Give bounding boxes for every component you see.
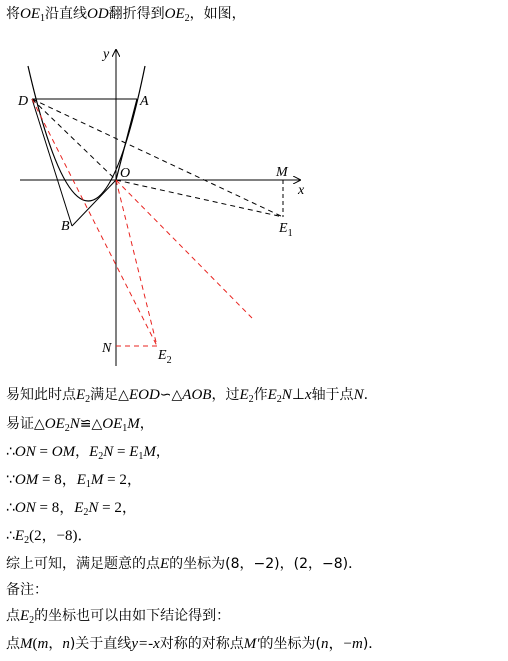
math: OD	[87, 6, 109, 22]
text: = 8，	[38, 472, 77, 488]
subscript: 2	[83, 507, 89, 518]
math: y=-x	[131, 636, 160, 652]
math: M	[90, 472, 104, 488]
text: )．	[362, 636, 383, 652]
subscript: 2	[98, 451, 104, 462]
math: OE	[44, 416, 65, 432]
math: m	[351, 636, 363, 652]
label-E2-main: E	[158, 348, 167, 363]
text: 沿直线	[45, 6, 87, 22]
subscript: 1	[85, 479, 91, 490]
math: E	[14, 528, 25, 544]
label-E1-main: E	[279, 221, 288, 236]
subscript: 2	[29, 615, 35, 626]
text: ⊥	[291, 387, 305, 403]
math: M	[143, 444, 156, 460]
text: (	[32, 636, 38, 652]
text: ∴	[6, 500, 15, 516]
text: 易证△	[6, 416, 45, 432]
segment-DE1	[32, 99, 283, 217]
math: EOD	[128, 387, 160, 403]
subscript: 1	[138, 451, 144, 462]
text: .	[363, 387, 369, 403]
text: ∴	[6, 444, 15, 460]
solution-line-7	[6, 554, 362, 574]
text: 备注：	[6, 582, 48, 598]
math: E	[129, 444, 139, 460]
subscript: 2	[24, 535, 30, 546]
note-heading	[6, 580, 48, 600]
text: = 2，	[98, 500, 137, 516]
text: = 8，	[35, 500, 75, 516]
geometry-figure	[0, 36, 320, 376]
text: )关于直线	[69, 636, 132, 652]
math: OE	[20, 6, 40, 22]
segment-OB	[72, 180, 116, 226]
text: ，	[48, 636, 63, 652]
math: E	[160, 556, 170, 572]
text: ，	[139, 416, 154, 432]
label-E2-sub: 2	[166, 355, 172, 366]
math: OM	[51, 444, 76, 460]
text: =	[35, 444, 52, 460]
label-M: M	[276, 165, 288, 180]
math: N	[281, 387, 292, 403]
math: N	[353, 387, 364, 403]
label-O: O	[120, 166, 131, 181]
math: m	[37, 636, 49, 652]
math: ON	[14, 444, 36, 460]
math: E	[267, 387, 277, 403]
solution-line-5	[6, 498, 137, 523]
label-y: y	[103, 47, 110, 62]
text: ∽△	[159, 387, 183, 403]
solution-line-6	[6, 526, 93, 551]
segment-OE2	[116, 180, 157, 346]
text: =	[113, 444, 130, 460]
text: 满足△	[90, 387, 129, 403]
math: ON	[14, 500, 36, 516]
label-E2	[157, 348, 172, 366]
subscript: 2	[276, 394, 282, 405]
math: OM	[14, 472, 39, 488]
math: E	[20, 608, 30, 624]
text: ，如图，	[189, 6, 246, 22]
text: ∵	[6, 472, 15, 488]
subscript: 2	[64, 423, 70, 434]
text: 轴于点	[311, 387, 354, 403]
label-E1-sub: 1	[287, 228, 293, 239]
solution-line-2	[6, 414, 154, 439]
label-N: N	[102, 341, 112, 356]
label-B: B	[61, 219, 70, 234]
subscript: 1	[40, 13, 45, 24]
text: 易知此时点	[6, 387, 76, 403]
subscript: 2	[248, 394, 254, 405]
math: N	[103, 444, 114, 460]
red-dashed-ray	[116, 180, 252, 318]
solution-line-4	[6, 470, 142, 495]
label-A: A	[140, 94, 149, 109]
math: OE	[164, 6, 185, 22]
math: E	[76, 472, 86, 488]
text: 的坐标为(	[259, 636, 321, 652]
math: OE	[102, 416, 123, 432]
text: 的坐标也可以由如下结论得到：	[34, 608, 231, 624]
label-E1	[278, 221, 293, 239]
text: 将	[6, 6, 20, 22]
math: M′	[243, 636, 260, 652]
note-line-1	[6, 606, 230, 631]
text: 作	[253, 387, 268, 403]
math: n	[321, 636, 329, 652]
math: M	[20, 636, 33, 652]
text: ≌△	[79, 416, 103, 432]
math: N	[88, 500, 99, 516]
math: E	[74, 500, 84, 516]
text: 翻折得到	[108, 6, 165, 22]
math: x	[304, 387, 312, 403]
label-D: D	[18, 94, 29, 109]
text: 点	[6, 636, 20, 652]
text: ，	[155, 444, 170, 460]
note-line-2	[6, 634, 382, 654]
subscript: 2	[85, 394, 91, 405]
text: 的坐标为(8，−2)，(2，−8)．	[169, 556, 363, 572]
math: M	[127, 416, 140, 432]
math: E	[76, 387, 86, 403]
text: ，	[75, 444, 90, 460]
math: E	[239, 387, 249, 403]
text: (2，−8)．	[29, 528, 93, 544]
math: AOB	[182, 387, 212, 403]
subscript: 2	[184, 13, 190, 24]
text: = 2，	[103, 472, 142, 488]
label-x: x	[298, 183, 305, 198]
solution-line-3	[6, 442, 170, 467]
text: ∴	[6, 528, 15, 544]
intro-line	[6, 4, 246, 29]
text: ，−	[328, 636, 352, 652]
subscript: 1	[122, 423, 128, 434]
math: E	[89, 444, 99, 460]
text: 综上可知，满足题意的点	[6, 556, 160, 572]
text: 点	[6, 608, 20, 624]
solution-line-1	[6, 385, 368, 410]
math: N	[69, 416, 80, 432]
math: n	[62, 636, 70, 652]
text: 对称的对称点	[159, 636, 244, 652]
text: ，过	[211, 387, 240, 403]
segment-DE2	[32, 99, 157, 346]
segment-OE1	[116, 180, 283, 217]
